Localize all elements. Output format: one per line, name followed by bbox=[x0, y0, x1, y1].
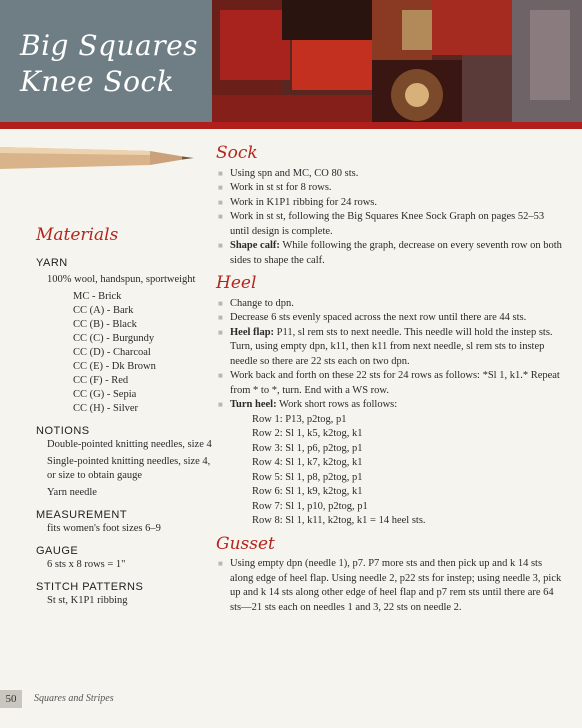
sock-step: ■ Work in st st for 8 rows. bbox=[216, 181, 564, 196]
heel-flap-step bbox=[216, 326, 564, 370]
knitting-needle-graphic bbox=[0, 139, 200, 179]
yarn-color-item: CC (C) - Burgundy bbox=[73, 333, 155, 344]
yarn-color-item: CC (E) - Dk Brown bbox=[73, 361, 156, 372]
short-row: Row 2: Sl 1, k5, k2tog, k1 bbox=[252, 428, 363, 439]
short-row: Row 4: Sl 1, k7, k2tog, k1 bbox=[252, 457, 363, 468]
stitch-patterns-value: St st, K1P1 ribbing bbox=[47, 595, 128, 606]
heel-heading: Heel bbox=[216, 273, 257, 293]
page-number: 50 bbox=[0, 690, 22, 708]
short-row: Row 7: Sl 1, p10, p2tog, p1 bbox=[252, 500, 368, 512]
yarn-color-item: CC (B) - Black bbox=[73, 319, 137, 330]
heel-step: ■ Change to dpn. bbox=[216, 297, 564, 312]
heel-step: ■ Work back and forth on these 22 sts for 24 rows as follows: *Sl 1, k1.* Repeat from * to *, turn. End with a WS row. bbox=[216, 369, 564, 398]
yarn-label: YARN bbox=[36, 257, 68, 269]
gusset-section bbox=[216, 533, 564, 616]
short-row: Row 6: Sl 1, k9, k2tog, k1 bbox=[252, 486, 363, 497]
short-row: Row 3: Sl 1, p6, p2tog, p1 bbox=[252, 442, 363, 454]
materials-column bbox=[36, 225, 216, 608]
gusset-step: ■ Using empty dpn (needle 1), p7. P7 more sts and then pick up and k 14 sts along edge of heel flap. Using needle 2, p22 sts for instep; using needle 3, pick up and k 14 sts along other edge of heel flap and p7 rem sts until there are 64 sts—21 sts each on needles 1 and 3, 22 sts on needle 2. bbox=[216, 557, 564, 615]
pattern-title bbox=[20, 28, 220, 100]
notions-item: Yarn needle bbox=[47, 487, 97, 498]
gauge-value: 6 sts x 8 rows = 1" bbox=[47, 559, 126, 570]
sock-section bbox=[216, 143, 564, 268]
sock-step: ■ Using spn and MC, CO 80 sts. bbox=[216, 167, 564, 182]
notions-label: NOTIONS bbox=[36, 425, 90, 437]
materials-heading: Materials bbox=[36, 225, 119, 245]
knit-sock-photo bbox=[212, 0, 582, 122]
title-line-2: Knee Sock bbox=[20, 65, 175, 98]
turn-heel-step bbox=[216, 398, 564, 413]
yarn-description: 100% wool, handspun, sportweight bbox=[47, 274, 196, 285]
shape-calf-label: Shape calf: bbox=[230, 240, 280, 251]
short-row: Row 5: Sl 1, p8, p2tog, p1 bbox=[252, 471, 363, 483]
measurement-value: fits women's foot sizes 6–9 bbox=[47, 523, 161, 534]
shape-calf-text: While following the graph, decrease on every seventh row on both sides to shape the calf. bbox=[230, 240, 562, 266]
turn-heel-label: Turn heel: bbox=[230, 399, 277, 410]
book-section-title: Squares and Stripes bbox=[34, 693, 114, 704]
yarn-color-item: CC (D) - Charcoal bbox=[73, 347, 151, 358]
page-footer bbox=[0, 690, 582, 728]
yarn-color-item: CC (H) - Silver bbox=[73, 403, 139, 414]
page-header bbox=[0, 0, 582, 122]
turn-heel-text: Work short rows as follows: bbox=[279, 399, 398, 410]
heel-flap-text: P11, sl rem sts to next needle. This needle will hold the instep sts. Turn, using empty dpn, k11, then k11 from next needle, sl rem sts to instep needle so there are 22 sts each on two dpn. bbox=[230, 326, 553, 367]
short-row: Row 1: P13, p2tog, p1 bbox=[252, 413, 347, 425]
notions-item: Double-pointed knitting needles, size 4 bbox=[47, 439, 212, 450]
yarn-color-item: CC (A) - Bark bbox=[73, 305, 134, 316]
heel-flap-label: Heel flap: bbox=[230, 326, 275, 338]
sock-step: ■ Work in st st, following the Big Squares Knee Sock Graph on pages 52–53 until design is complete. bbox=[216, 210, 564, 239]
yarn-color-list bbox=[36, 290, 216, 416]
sock-step: ■ Work in K1P1 ribbing for 24 rows. bbox=[216, 196, 564, 211]
gusset-heading: Gusset bbox=[216, 533, 275, 554]
header-rule bbox=[0, 122, 582, 129]
measurement-label: MEASUREMENT bbox=[36, 509, 128, 521]
heel-step: ■ Decrease 6 sts evenly spaced across the next row until there are 44 sts. bbox=[216, 311, 564, 326]
stitch-patterns-label: STITCH PATTERNS bbox=[36, 581, 144, 593]
gauge-label: GAUGE bbox=[36, 545, 79, 557]
instructions-column bbox=[216, 143, 564, 623]
yarn-color-item: CC (G) - Sepia bbox=[73, 389, 137, 400]
sock-heading: Sock bbox=[216, 143, 258, 163]
heel-section bbox=[216, 273, 564, 529]
notions-item: Single-pointed knitting needles, size 4, or size to obtain gauge bbox=[47, 456, 211, 481]
title-line-1: Big Squares bbox=[20, 29, 199, 62]
shape-calf-step bbox=[216, 239, 564, 268]
yarn-color-item: MC - Brick bbox=[73, 291, 122, 302]
yarn-color-item: CC (F) - Red bbox=[73, 375, 129, 386]
short-row: Row 8: Sl 1, k11, k2tog, k1 = 14 heel sts. bbox=[252, 515, 426, 526]
